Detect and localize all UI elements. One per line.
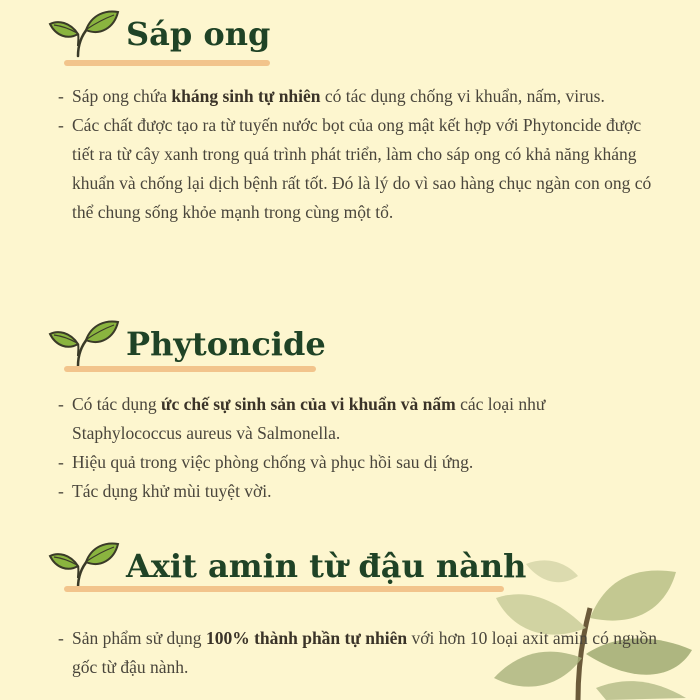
section-title: Sáp ong xyxy=(126,15,271,53)
list-item: - Tác dụng khử mùi tuyệt vời. xyxy=(58,481,272,501)
section-heading xyxy=(0,532,700,602)
sprout-leaf-icon xyxy=(48,538,120,590)
section-heading xyxy=(0,310,700,380)
title-underline xyxy=(64,366,316,372)
sprout-leaf-icon xyxy=(48,316,120,368)
list-item: - Sản phẩm sử dụng 100% thành phần tự nhiên với hơn 10 loại axit amin có nguồn gốc từ đậu nành. xyxy=(58,628,657,677)
section-title: Axit amin từ đậu nành xyxy=(126,547,527,585)
section-heading xyxy=(0,0,700,70)
bullet-list xyxy=(58,624,658,682)
section-title: Phytoncide xyxy=(126,325,326,363)
list-item: - Hiệu quả trong việc phòng chống và phục hồi sau dị ứng. xyxy=(58,452,474,472)
sprout-leaf-icon xyxy=(48,6,120,58)
bullet-list xyxy=(58,390,658,506)
list-item: - Có tác dụng ức chế sự sinh sản của vi khuẩn và nấm các loại như Staphylococcus aureus và Salmonella. xyxy=(58,394,546,443)
title-underline xyxy=(64,60,270,66)
title-underline xyxy=(64,586,504,592)
bullet-list xyxy=(58,82,658,227)
list-item: - Các chất được tạo ra từ tuyến nước bọt của ong mật kết hợp với Phytoncide được tiết ra từ cây xanh trong quá trình phát triển, làm cho sáp ong có khả năng kháng khuẩn và chống lại dịch bệnh rất tốt. Đó là lý do vì sao hàng chục ngàn con ong có thể chung sống khỏe mạnh trong cùng một tổ. xyxy=(58,115,652,222)
list-item: - Sáp ong chứa kháng sinh tự nhiên có tác dụng chống vi khuẩn, nấm, virus. xyxy=(58,86,605,106)
